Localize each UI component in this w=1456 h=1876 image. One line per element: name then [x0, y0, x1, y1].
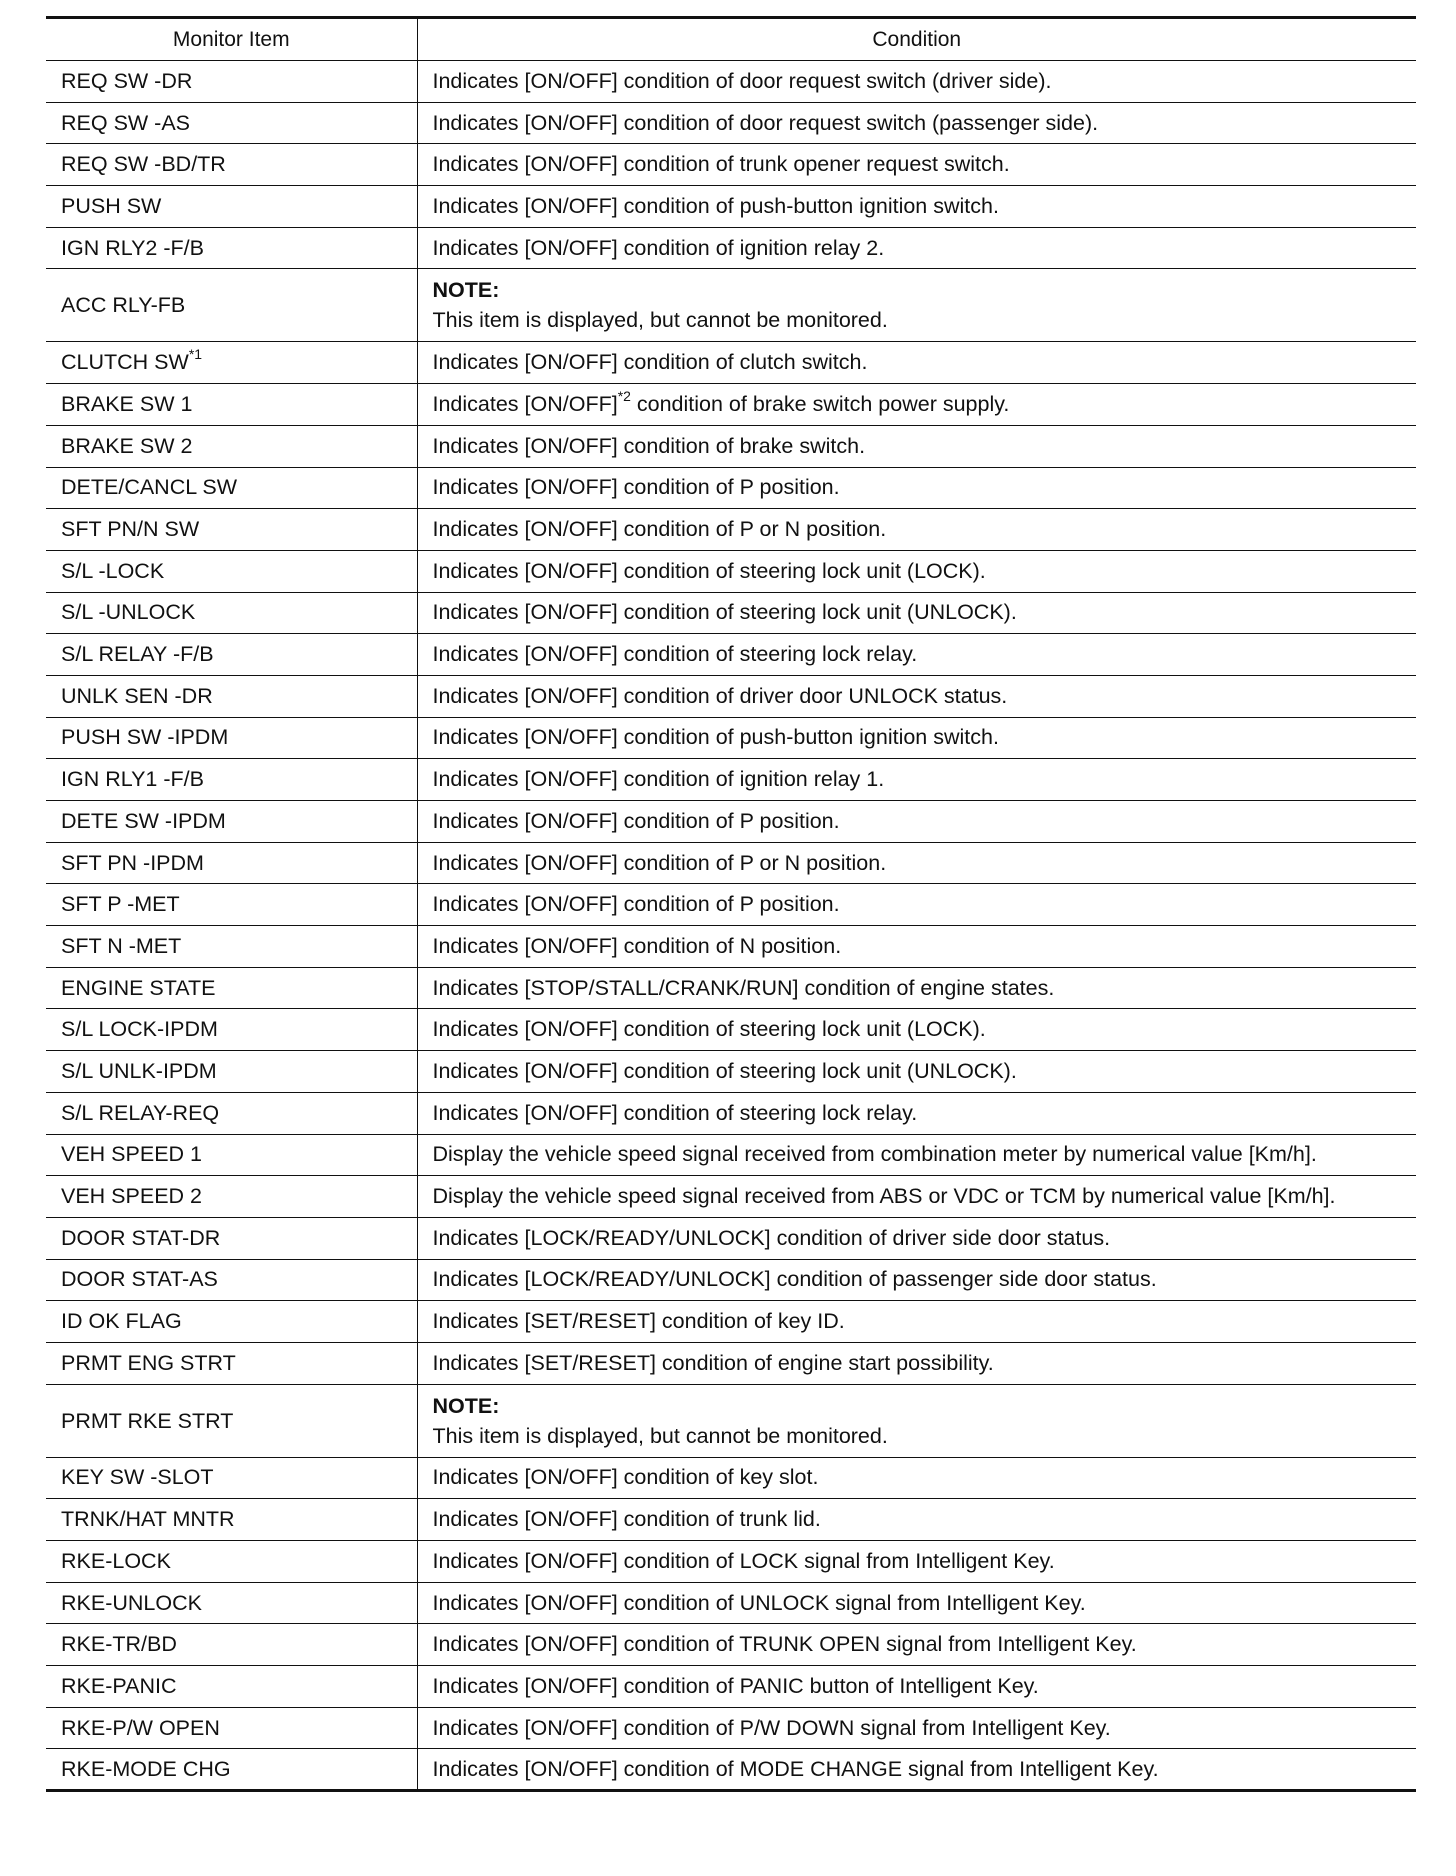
condition-text: Indicates [ON/OFF] condition of trunk opener request switch. — [432, 152, 1010, 177]
header-condition: Condition — [417, 18, 1416, 61]
condition-text: Indicates [ON/OFF] condition of trunk lid. — [432, 1507, 821, 1532]
condition-cell — [417, 1342, 1416, 1384]
condition-cell — [417, 144, 1416, 186]
monitor-item-text: S/L RELAY-REQ — [61, 1100, 220, 1125]
monitor-item-cell — [46, 144, 417, 186]
table-row — [46, 1624, 1416, 1666]
condition-cell — [417, 634, 1416, 676]
condition-text: Indicates [SET/RESET] condition of key ID. — [432, 1309, 845, 1334]
table-row — [46, 967, 1416, 1009]
table-row — [46, 1051, 1416, 1093]
monitor-item-text: DOOR STAT-DR — [61, 1225, 221, 1250]
monitor-item-text: PUSH SW — [61, 193, 162, 218]
monitor-item-text: ENGINE STATE — [61, 975, 216, 1000]
condition-text: Indicates [ON/OFF] condition of UNLOCK signal from Intelligent Key. — [432, 1590, 1086, 1615]
monitor-item-cell — [46, 342, 417, 384]
monitor-item-text: BRAKE SW 1 — [61, 391, 193, 416]
condition-cell — [417, 1051, 1416, 1093]
monitor-item-text: RKE-UNLOCK — [61, 1590, 202, 1615]
table-row — [46, 384, 1416, 426]
condition-cell — [417, 384, 1416, 426]
monitor-item-cell — [46, 1051, 417, 1093]
monitor-item-text: IGN RLY1 -F/B — [61, 767, 204, 792]
condition-text: Indicates [ON/OFF] condition of N position. — [432, 933, 842, 958]
monitor-item-cell — [46, 1259, 417, 1301]
table-row — [46, 1301, 1416, 1343]
monitor-item-cell — [46, 1457, 417, 1499]
table-header-row — [46, 18, 1416, 61]
condition-text: Indicates [STOP/STALL/CRANK/RUN] condition of engine states. — [432, 975, 1055, 1000]
monitor-item-text: SFT PN/N SW — [61, 517, 200, 542]
condition-cell — [417, 1624, 1416, 1666]
monitor-item-cell — [46, 1009, 417, 1051]
condition-cell — [417, 425, 1416, 467]
condition-cell — [417, 1217, 1416, 1259]
monitor-item-text: S/L LOCK-IPDM — [61, 1017, 218, 1042]
table-row — [46, 592, 1416, 634]
table-row — [46, 926, 1416, 968]
condition-cell — [417, 61, 1416, 103]
table-row — [46, 1176, 1416, 1218]
monitor-item-text: REQ SW -AS — [61, 110, 191, 135]
monitor-item-text: VEH SPEED 2 — [61, 1184, 202, 1209]
monitor-item-cell — [46, 1176, 417, 1218]
table-row — [46, 186, 1416, 228]
table-row — [46, 1707, 1416, 1749]
monitor-item-text: KEY SW -SLOT — [61, 1465, 214, 1490]
table-row — [46, 1217, 1416, 1259]
condition-text: Indicates [ON/OFF] condition of push-button ignition switch. — [432, 193, 999, 218]
monitor-item-table — [46, 16, 1416, 1792]
condition-text: Indicates [ON/OFF] condition of PANIC button of Intelligent Key. — [432, 1673, 1039, 1698]
monitor-item-text: S/L UNLK-IPDM — [61, 1058, 217, 1083]
table-row — [46, 467, 1416, 509]
condition-cell — [417, 269, 1416, 342]
condition-text: Indicates [ON/OFF] condition of door request switch (passenger side). — [432, 110, 1099, 135]
table-row — [46, 550, 1416, 592]
table-row — [46, 1499, 1416, 1541]
condition-cell — [417, 1541, 1416, 1583]
condition-text: Indicates [ON/OFF] condition of P position. — [432, 808, 840, 833]
footnote-marker: *2 — [617, 387, 631, 404]
monitor-item-cell — [46, 1301, 417, 1343]
monitor-item-cell — [46, 1092, 417, 1134]
monitor-item-cell — [46, 269, 417, 342]
monitor-item-text: RKE-MODE CHG — [61, 1756, 231, 1781]
table-row — [46, 509, 1416, 551]
condition-text: Indicates [ON/OFF] condition of driver door UNLOCK status. — [432, 683, 1008, 708]
monitor-item-cell — [46, 1499, 417, 1541]
monitor-item-text: REQ SW -DR — [61, 68, 193, 93]
condition-text: Indicates [LOCK/READY/UNLOCK] condition of driver side door status. — [432, 1225, 1111, 1250]
table-row — [46, 1582, 1416, 1624]
monitor-item-cell — [46, 1666, 417, 1708]
condition-text: Indicates [ON/OFF] condition of MODE CHANGE signal from Intelligent Key. — [432, 1756, 1159, 1781]
condition-cell — [417, 717, 1416, 759]
monitor-item-cell — [46, 467, 417, 509]
table-row — [46, 1134, 1416, 1176]
table-row — [46, 801, 1416, 843]
condition-text: Indicates [ON/OFF] condition of key slot. — [432, 1465, 819, 1490]
condition-cell — [417, 1092, 1416, 1134]
table-row — [46, 759, 1416, 801]
monitor-item-cell — [46, 1624, 417, 1666]
table-row — [46, 675, 1416, 717]
footnote-marker: *1 — [188, 346, 203, 363]
condition-text: Indicates [ON/OFF] condition of P position. — [432, 892, 840, 917]
monitor-item-cell — [46, 842, 417, 884]
condition-cell — [417, 467, 1416, 509]
condition-cell — [417, 801, 1416, 843]
condition-text: Indicates [ON/OFF] condition of steering lock relay. — [432, 1100, 918, 1125]
condition-text: Indicates [ON/OFF] condition of P or N position. — [432, 517, 887, 542]
monitor-item-text: SFT PN -IPDM — [61, 850, 204, 875]
monitor-item-cell — [46, 801, 417, 843]
monitor-item-cell — [46, 61, 417, 103]
monitor-item-cell — [46, 384, 417, 426]
monitor-item-text: S/L RELAY -F/B — [61, 642, 214, 667]
condition-text: Indicates [ON/OFF] condition of steering lock unit (LOCK). — [432, 558, 986, 583]
condition-cell — [417, 1499, 1416, 1541]
monitor-item-cell — [46, 1384, 417, 1457]
condition-cell — [417, 186, 1416, 228]
table-row — [46, 884, 1416, 926]
table-row — [46, 61, 1416, 103]
table-row — [46, 717, 1416, 759]
condition-text: Indicates [ON/OFF] condition of steering lock unit (UNLOCK). — [432, 1058, 1017, 1083]
table-row — [46, 842, 1416, 884]
monitor-item-text: PUSH SW -IPDM — [61, 725, 229, 750]
table-row — [46, 102, 1416, 144]
monitor-item-cell — [46, 592, 417, 634]
table-row — [46, 1457, 1416, 1499]
condition-text: Indicates [ON/OFF] condition of clutch switch. — [432, 350, 868, 375]
monitor-item-text: UNLK SEN -DR — [61, 683, 213, 708]
monitor-item-text: IGN RLY2 -F/B — [61, 235, 204, 260]
condition-text: Indicates [ON/OFF] condition of TRUNK OPEN signal from Intelligent Key. — [432, 1632, 1137, 1657]
monitor-item-cell — [46, 509, 417, 551]
monitor-item-text: CLUTCH SW — [61, 350, 189, 375]
monitor-item-cell — [46, 1707, 417, 1749]
note-text: This item is displayed, but cannot be monitored. — [432, 1423, 888, 1448]
table-row — [46, 269, 1416, 342]
condition-text: Indicates [ON/OFF] condition of steering lock unit (LOCK). — [432, 1017, 986, 1042]
table-row — [46, 425, 1416, 467]
monitor-item-text: RKE-PANIC — [61, 1673, 177, 1698]
monitor-item-cell — [46, 1749, 417, 1791]
monitor-item-cell — [46, 967, 417, 1009]
monitor-item-text: DOOR STAT-AS — [61, 1267, 218, 1292]
condition-text-continued: condition of brake switch power supply. — [630, 391, 1010, 416]
condition-text: Indicates [ON/OFF] condition of LOCK signal from Intelligent Key. — [432, 1548, 1055, 1573]
monitor-item-cell — [46, 634, 417, 676]
condition-cell — [417, 227, 1416, 269]
note-label: NOTE: — [432, 1393, 500, 1418]
monitor-item-text: RKE-LOCK — [61, 1548, 171, 1573]
monitor-item-cell — [46, 675, 417, 717]
monitor-item-cell — [46, 1541, 417, 1583]
monitor-item-cell — [46, 550, 417, 592]
condition-text: Display the vehicle speed signal received from combination meter by numerical value [Km/h]. — [432, 1142, 1317, 1167]
condition-cell — [417, 967, 1416, 1009]
table-row — [46, 342, 1416, 384]
monitor-item-text: TRNK/HAT MNTR — [61, 1507, 235, 1532]
condition-text: Indicates [ON/OFF] condition of door request switch (driver side). — [432, 68, 1052, 93]
condition-text: Indicates [ON/OFF] condition of push-button ignition switch. — [432, 725, 999, 750]
monitor-item-cell — [46, 884, 417, 926]
monitor-item-text: VEH SPEED 1 — [61, 1142, 202, 1167]
condition-text: Indicates [ON/OFF] — [432, 391, 618, 416]
monitor-item-cell — [46, 926, 417, 968]
condition-text: Indicates [ON/OFF] condition of ignition relay 1. — [432, 767, 885, 792]
condition-cell — [417, 1176, 1416, 1218]
monitor-item-text: ACC RLY-FB — [61, 293, 186, 318]
condition-cell — [417, 1749, 1416, 1791]
monitor-item-cell — [46, 1134, 417, 1176]
table-row — [46, 1541, 1416, 1583]
monitor-item-text: S/L -LOCK — [61, 558, 165, 583]
condition-cell — [417, 884, 1416, 926]
monitor-item-text: SFT P -MET — [61, 892, 180, 917]
condition-text: Indicates [ON/OFF] condition of P/W DOWN signal from Intelligent Key. — [432, 1715, 1111, 1740]
monitor-item-text: S/L -UNLOCK — [61, 600, 196, 625]
monitor-item-text: RKE-TR/BD — [61, 1632, 177, 1657]
table-row — [46, 1749, 1416, 1791]
condition-cell — [417, 1666, 1416, 1708]
table-row — [46, 1666, 1416, 1708]
monitor-item-cell — [46, 227, 417, 269]
condition-cell — [417, 1009, 1416, 1051]
condition-text: Indicates [LOCK/READY/UNLOCK] condition of passenger side door status. — [432, 1267, 1157, 1292]
condition-cell — [417, 926, 1416, 968]
monitor-item-cell — [46, 1582, 417, 1624]
table-body — [46, 61, 1416, 1791]
monitor-item-text: DETE/CANCL SW — [61, 475, 237, 500]
condition-text: Indicates [ON/OFF] condition of steering lock relay. — [432, 642, 918, 667]
monitor-item-text: BRAKE SW 2 — [61, 433, 193, 458]
table-row — [46, 1092, 1416, 1134]
condition-cell — [417, 1457, 1416, 1499]
monitor-item-cell — [46, 102, 417, 144]
condition-cell — [417, 102, 1416, 144]
monitor-item-cell — [46, 1342, 417, 1384]
monitor-item-text: RKE-P/W OPEN — [61, 1715, 220, 1740]
monitor-item-text: PRMT ENG STRT — [61, 1350, 236, 1375]
condition-cell — [417, 1301, 1416, 1343]
condition-text: Indicates [ON/OFF] condition of P position. — [432, 475, 840, 500]
condition-text: Indicates [ON/OFF] condition of P or N position. — [432, 850, 887, 875]
note-text: This item is displayed, but cannot be monitored. — [432, 308, 888, 333]
condition-cell — [417, 1707, 1416, 1749]
monitor-item-cell — [46, 759, 417, 801]
header-monitor-item: Monitor Item — [46, 18, 417, 61]
table-row — [46, 1342, 1416, 1384]
condition-cell — [417, 342, 1416, 384]
table-row — [46, 1009, 1416, 1051]
condition-cell — [417, 1582, 1416, 1624]
condition-text: Indicates [SET/RESET] condition of engine start possibility. — [432, 1350, 994, 1375]
table-row — [46, 1384, 1416, 1457]
condition-cell — [417, 592, 1416, 634]
condition-cell — [417, 675, 1416, 717]
table-row — [46, 634, 1416, 676]
condition-cell — [417, 1134, 1416, 1176]
monitor-item-text: DETE SW -IPDM — [61, 808, 226, 833]
condition-cell — [417, 759, 1416, 801]
monitor-item-cell — [46, 425, 417, 467]
monitor-item-cell — [46, 1217, 417, 1259]
table-row — [46, 227, 1416, 269]
monitor-item-text: ID OK FLAG — [61, 1309, 182, 1334]
table-row — [46, 144, 1416, 186]
monitor-item-cell — [46, 186, 417, 228]
note-label: NOTE: — [432, 278, 500, 303]
monitor-item-cell — [46, 717, 417, 759]
condition-cell — [417, 1259, 1416, 1301]
condition-text: Indicates [ON/OFF] condition of brake switch. — [432, 433, 866, 458]
condition-text: Display the vehicle speed signal received from ABS or VDC or TCM by numerical value [Km/h]. — [432, 1184, 1336, 1209]
monitor-item-text: PRMT RKE STRT — [61, 1408, 234, 1433]
condition-cell — [417, 842, 1416, 884]
condition-cell — [417, 1384, 1416, 1457]
condition-cell — [417, 509, 1416, 551]
condition-text: Indicates [ON/OFF] condition of ignition relay 2. — [432, 235, 885, 260]
monitor-item-text: REQ SW -BD/TR — [61, 152, 226, 177]
condition-text: Indicates [ON/OFF] condition of steering lock unit (UNLOCK). — [432, 600, 1017, 625]
table-row — [46, 1259, 1416, 1301]
condition-cell — [417, 550, 1416, 592]
monitor-item-text: SFT N -MET — [61, 933, 182, 958]
